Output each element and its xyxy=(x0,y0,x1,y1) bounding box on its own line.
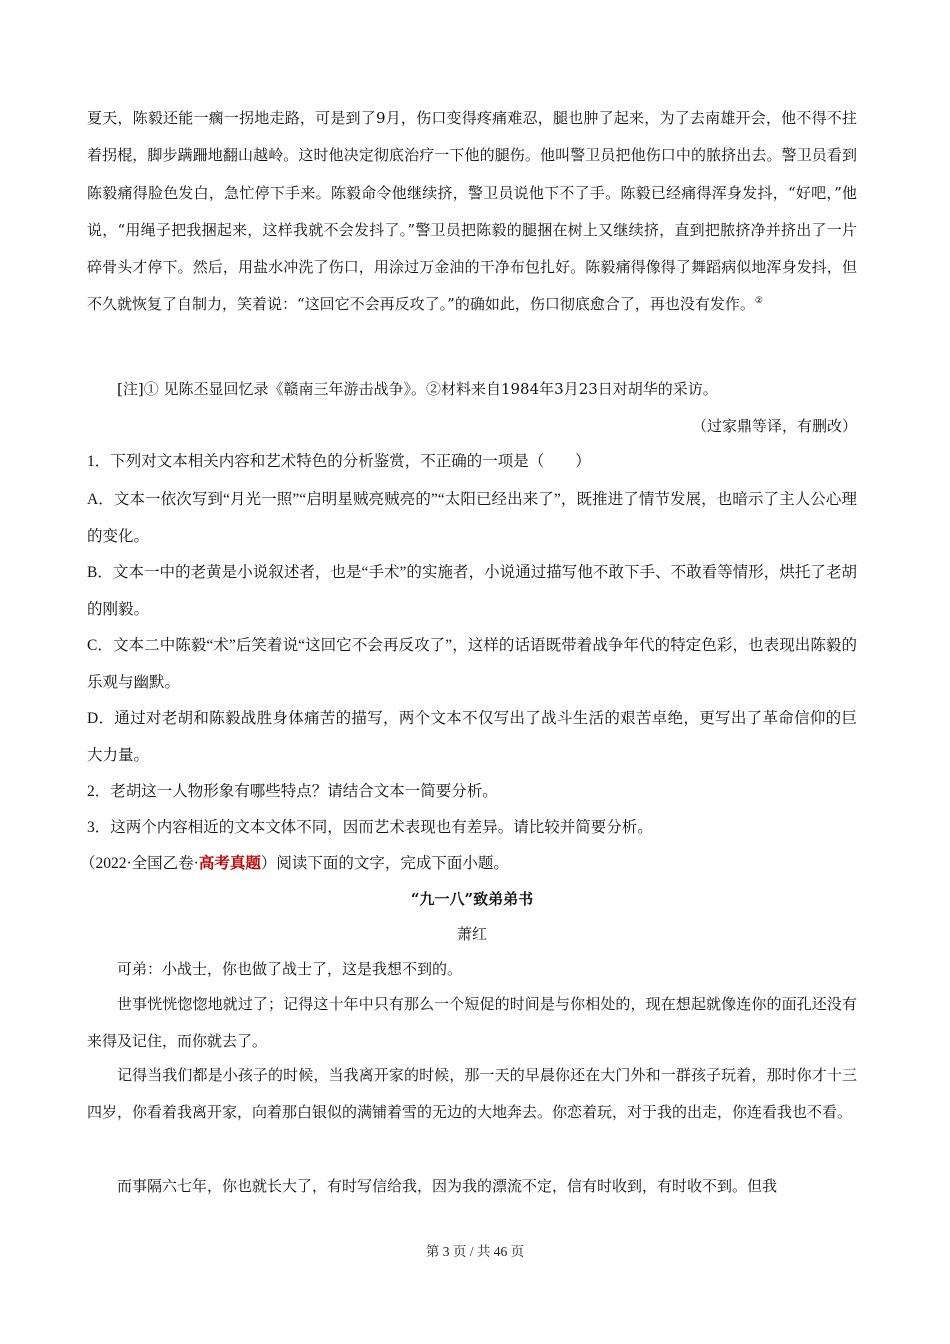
footnote-marker: ② xyxy=(754,296,763,307)
question-1-option-c: C．文本二中陈毅“术”后笑着说“这回它不会再反攻了”，这样的话语既带着战争年代的特定色彩，也表现出陈毅的乐观与幽默。 xyxy=(87,637,857,692)
exam-highlight: 高考真题 xyxy=(198,855,261,872)
page-footer: 第 3 页 / 共 46 页 xyxy=(425,1244,525,1259)
letter-author: 萧红 xyxy=(456,925,487,943)
letter-title: “九一八”致弟弟书 xyxy=(410,890,534,908)
question-1-option-a: A．文本一依次写到“月光一照”“启明星贼亮贼亮的”“太阳已经出来了”，既推进了情节发展，也暗示了主人公心理的变化。 xyxy=(87,491,857,546)
passage-note: [注]① 见陈丕显回忆录《赣南三年游击战争》。②材料来自1984年3月23日对胡华的采访。 xyxy=(117,380,718,398)
letter-paragraph: 而事隔六七年，你也就长大了，有时写信给我，因为我的漂流不定，信有时收到，有时收不到。但我 xyxy=(117,1177,778,1195)
letter-paragraph: 记得当我们都是小孩子的时候，当我离开家的时候，那一天的早晨你还在大门外和一群孩子玩着，那时你才十三四岁，你看着我离开家，向着那白银似的满铺着雪的无边的大地奔去。你恋着玩，对于我的出走，你连看我也不看。 xyxy=(87,1066,857,1122)
question-1-option-d: D．通过对老胡和陈毅战胜身体痛苦的描写，两个文本不仅写出了战斗生活的艰苦卓绝，更写出了革命信仰的巨大力量。 xyxy=(87,710,857,765)
letter-paragraph: 世事恍恍惚惚地就过了；记得这十年中只有那么一个短促的时间是与你相处的，现在想起就像连你的面孔还没有来得及记住，而你就去了。 xyxy=(87,995,857,1051)
question-3: 3．这两个内容相近的文本文体不同，因而艺术表现也有差异。请比较并简要分析。 xyxy=(87,819,653,836)
letter-paragraph: 可弟：小战士，你也做了战士了，这是我想不到的。 xyxy=(117,960,463,978)
question-2: 2．老胡这一人物形象有哪些特点？请结合文本一简要分析。 xyxy=(87,783,498,800)
passage-paragraph: 夏天，陈毅还能一瘸一拐地走路，可是到了9月，伤口变得疼痛难忍，腿也肿了起来，为了去南雄开会，他不得不拄着拐棍，脚步蹒跚地翻山越岭。这时他决定彻底治疗一下他的腿伤。他叫警卫员把他伤口中的脓挤出去。警卫员看到陈毅痛得脸色发白，急忙停下手来。陈毅命令他继续挤，警卫员说他下不了手。陈毅已经痛得浑身发抖，“好吧，”他说，“用绳子把我捆起来，这样我就不会发抖了。”警卫员把陈毅的腿捆在树上又继续挤，直到把脓挤净并挤出了一片碎骨头才停下。然后，用盐水冲洗了伤口，用涂过万金油的干净布包扎好。陈毅痛得像得了舞蹈病似地浑身发抖，但不久就恢复了自制力，笑着说：“这回它不会再反攻了。”的确如此，伤口彻底愈合了，再也没有发作。② xyxy=(87,109,857,314)
question-1-option-b: B．文本一中的老黄是小说叙述者，也是“手术”的实施者，小说通过描写他不敢下手、不敢看等情形，烘托了老胡的刚毅。 xyxy=(87,564,857,619)
passage-source: （过家鼎等译，有删改） xyxy=(691,417,857,435)
question-1-stem: 1．下列对文本相关内容和艺术特色的分析鉴赏，不正确的一项是（ ） xyxy=(87,453,591,470)
section-source: （2022·全国乙卷·高考真题）阅读下面的文字，完成下面小题。 xyxy=(80,855,509,872)
